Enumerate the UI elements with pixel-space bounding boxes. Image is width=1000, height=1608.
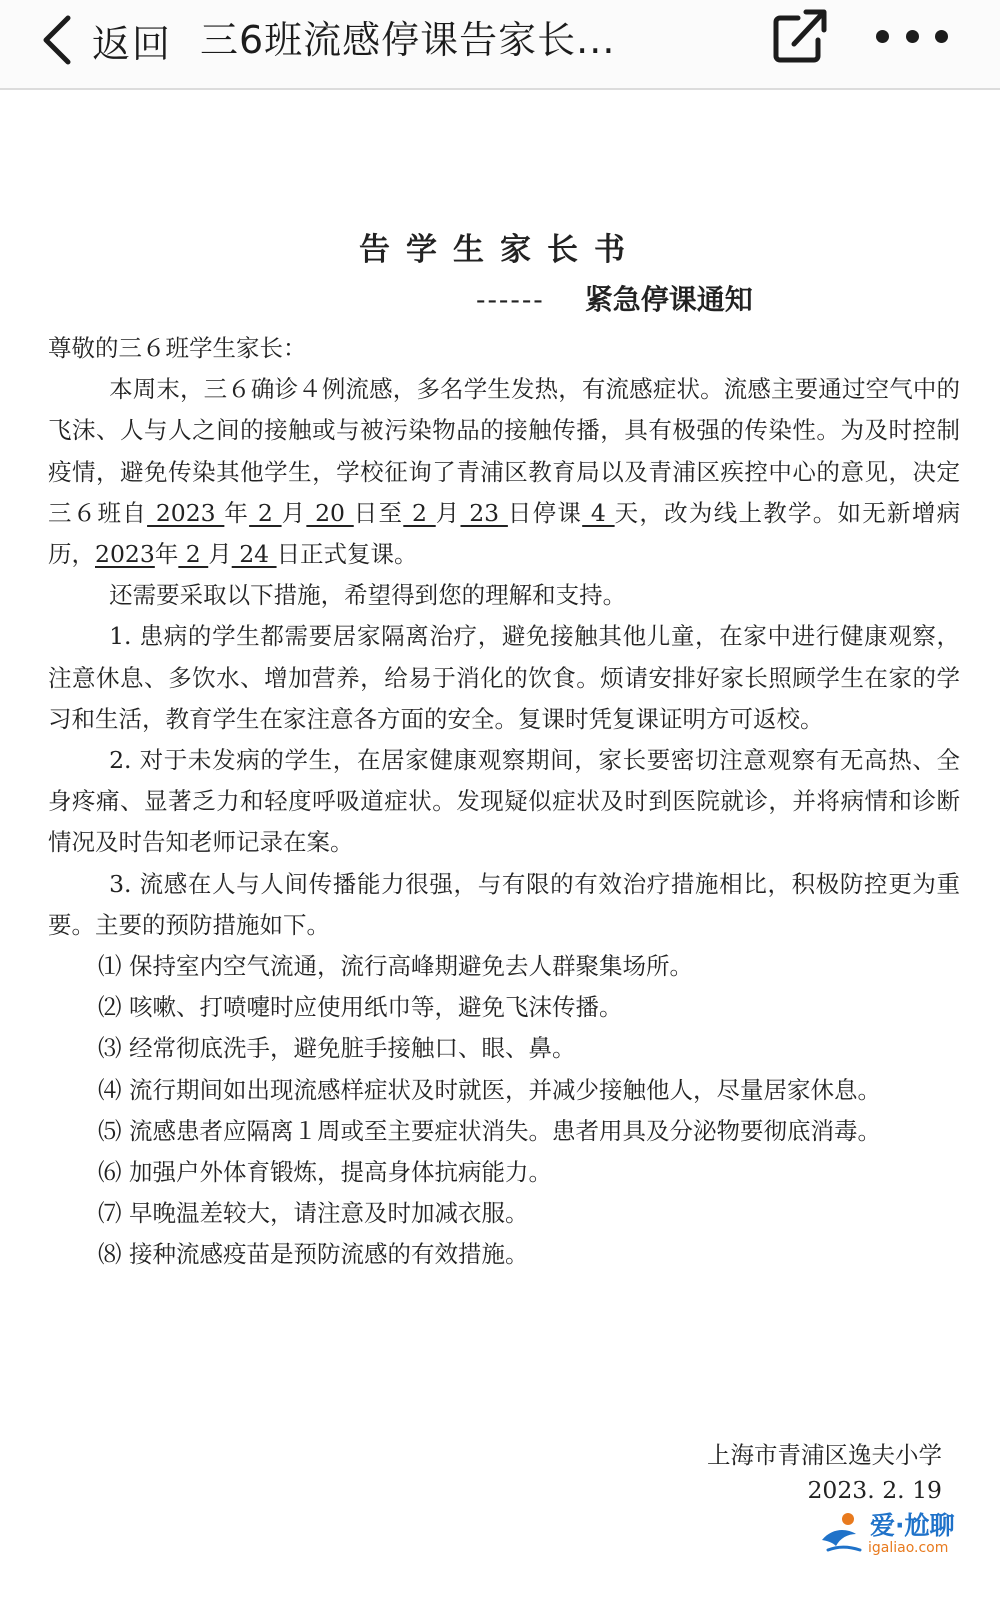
signature-school: 上海市青浦区逸夫小学	[707, 1441, 942, 1469]
subtitle-text: 紧急停课通知	[584, 283, 753, 316]
measure-2: 2. 对于未发病的学生，在居家健康观察期间，家长要密切注意观察有无高热、全身疼痛、显著乏力和轻度呼吸道症状。发现疑似症状及时到医院就诊，并将病情和诊断情况及时告知老师记录在案。	[48, 746, 960, 857]
page-title: 三6班流感停课告家长...	[200, 18, 616, 62]
subtitle-dash: ------	[476, 283, 545, 316]
prevention-item: ⑸ 流感患者应隔离１周或至主要症状消失。患者用具及分泌物要彻底消毒。	[98, 1116, 881, 1145]
measure-3: 3. 流感在人与人间传播能力很强，与有限的有效治疗措施相比，积极防控更为重要。主要的预防措施如下。	[48, 869, 960, 939]
prevention-item: ⑵ 咳嗽、打喷嚏时应使用纸巾等，避免飞沫传播。	[98, 993, 623, 1022]
more-dot-icon	[935, 30, 948, 43]
document-body	[48, 328, 960, 1276]
more-dot-icon	[906, 30, 919, 43]
salutation: 尊敬的三６班学生家长：	[48, 334, 307, 362]
prevention-item: ⑻ 接种流感疫苗是预防流感的有效措施。	[98, 1240, 529, 1269]
more-dot-icon	[876, 30, 889, 43]
notice-paragraph: 本周末，三６确诊４例流感，多名学生发热，有流感症状。流感主要通过空气中的飞沫、人与人之间的接触或与被污染物品的接触传播，具有极强的传染性。为及时控制疫情，避免传染其他学生，学校征询了青浦区教育局以及青浦区疾控中心的意见，决定三６班自 2023 年 2 月 20 日至 2 月 23 日停课 4 天，改为线上教学。如无新增病历，2023年 2 月 24 日正式复课。	[48, 375, 961, 569]
document-title: 告学生家长书	[359, 232, 641, 268]
watermark-url: igaliao.com	[868, 1540, 949, 1556]
share-icon	[768, 4, 832, 68]
prevention-item: ⑺ 早晚温差较大，请注意及时加减衣服。	[98, 1199, 529, 1228]
measures-intro: 还需要采取以下措施，希望得到您的理解和支持。	[109, 581, 627, 610]
watermark	[818, 1506, 978, 1570]
watermark-logo-icon	[818, 1510, 864, 1556]
prevention-item: ⑴ 保持室内空气流通，流行高峰期避免去人群聚集场所。	[98, 952, 693, 981]
top-navigation-bar	[0, 0, 1000, 90]
document-subtitle	[476, 278, 753, 318]
prevention-item: ⑷ 流行期间如出现流感样症状及时就医，并减少接触他人，尽量居家休息。	[98, 1075, 881, 1104]
back-button[interactable]	[40, 10, 172, 70]
prevention-item: ⑶ 经常彻底洗手，避免脏手接触口、眼、鼻。	[98, 1034, 576, 1063]
chevron-left-icon	[40, 14, 74, 66]
watermark-name: 爱·尬聊	[870, 1511, 955, 1540]
more-options-button[interactable]	[876, 14, 948, 58]
back-label: 返回	[92, 21, 173, 66]
share-button[interactable]	[768, 4, 832, 68]
prevention-item: ⑹ 加强户外体育锻炼，提高身体抗病能力。	[98, 1158, 552, 1187]
measure-1: 1. 患病的学生都需要居家隔离治疗，避免接触其他儿童，在家中进行健康观察，注意休息、多饮水、增加营养，给易于消化的饮食。烦请安排好家长照顾学生在家的学习和生活，教育学生在家注意各方面的安全。复课时凭复课证明方可返校。	[48, 622, 960, 733]
signature-date: 2023. 2. 19	[807, 1476, 942, 1504]
